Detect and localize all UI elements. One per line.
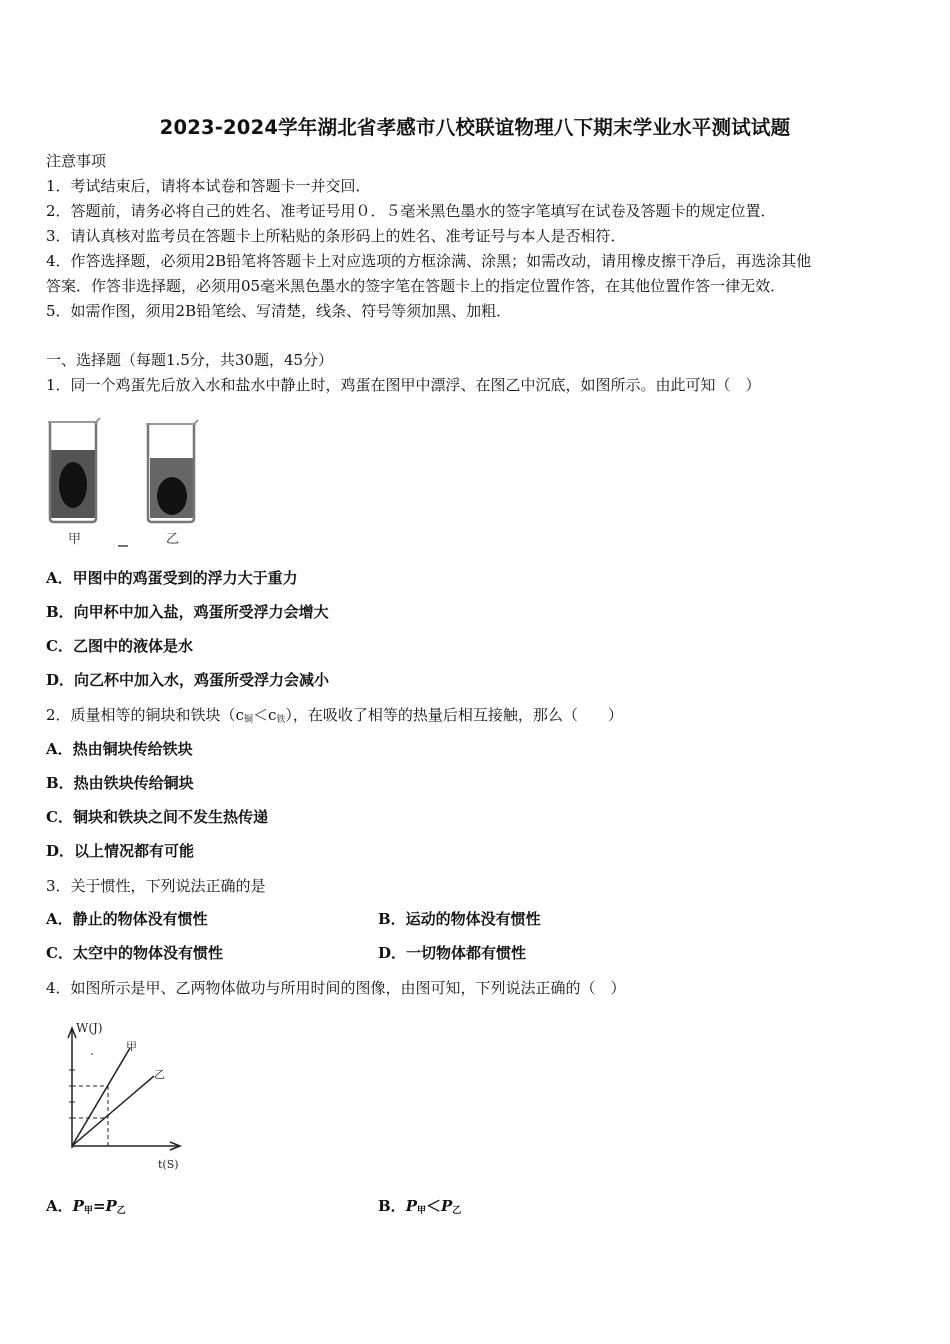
q4-option-a: A．$P_甲=P_乙$ bbox=[46, 1197, 126, 1216]
notice-item-4: 4．作答选择题，必须用2B铅笔将答题卡上对应选项的方框涂满、涂黑；如需改动，请用橡皮擦干净后，再选涂其他 bbox=[46, 252, 812, 270]
notice-item-1: 1．考试结束后，请将本试卷和答题卡一并交回． bbox=[46, 177, 371, 195]
notice-heading: 注意事项 bbox=[46, 152, 107, 170]
q2-option-a: A．热由铜块传给铁块 bbox=[46, 740, 193, 758]
page-title: 2023-2024学年湖北省孝感市八校联谊物理八下期末学业水平测试试题 bbox=[159, 116, 791, 139]
q3-option-b: B．运动的物体没有惯性 bbox=[378, 910, 541, 928]
q1-option-a: A．甲图中的鸡蛋受到的浮力大于重力 bbox=[46, 569, 298, 587]
q2-option-b: B．热由铁块传给铜块 bbox=[46, 774, 194, 792]
notice-item-5: 5．如需作图，须用2B铅笔绘、写清楚，线条、符号等须加黑、加粗． bbox=[46, 302, 512, 320]
line-yi bbox=[72, 1076, 154, 1146]
q1-stem: 1．同一个鸡蛋先后放入水和盐水中静止时，鸡蛋在图甲中漂浮、在图乙中沉底，如图所示。由此可知（ ） bbox=[46, 376, 761, 394]
notice-item-3: 3．请认真核对监考员在答题卡上所粘贴的条形码上的姓名、准考证号与本人是否相符． bbox=[46, 227, 626, 245]
q4-stem: 4．如图所示是甲、乙两物体做功与所用时间的图像，由图可知，下列说法正确的（ ） bbox=[46, 979, 626, 997]
q1-option-b: B．向甲杯中加入盐，鸡蛋所受浮力会增大 bbox=[46, 603, 329, 621]
q1-option-c: C．乙图中的液体是水 bbox=[46, 637, 193, 655]
q3-stem: 3．关于惯性，下列说法正确的是 bbox=[46, 877, 266, 895]
q3-option-c: C．太空中的物体没有惯性 bbox=[46, 944, 223, 962]
label-yi: 乙 bbox=[166, 532, 180, 547]
label-jia: 甲 bbox=[68, 532, 82, 547]
notice-item-4-cont: 答案．作答非选择题，必须用05毫米黑色墨水的签字笔在答题卡上的指定位置作答，在其他位置作答一律无效． bbox=[46, 277, 786, 295]
q2-option-d: D．以上情况都有可能 bbox=[46, 842, 195, 860]
notice-item-2: 2．答题前，请务必将自己的姓名、准考证号用０．５毫米黑色墨水的签字笔填写在试卷及答题卡的规定位置． bbox=[46, 202, 776, 220]
beaker-yi bbox=[146, 420, 198, 522]
y-axis-label: W(J) bbox=[76, 1021, 103, 1035]
q1-beaker-figure bbox=[44, 412, 204, 552]
x-axis-label: t(S) bbox=[158, 1158, 179, 1171]
q3-option-a: A．静止的物体没有惯性 bbox=[46, 910, 208, 928]
line-jia-label: 甲 bbox=[126, 1040, 137, 1053]
beaker-jia bbox=[48, 418, 100, 522]
q3-option-d: D．一切物体都有惯性 bbox=[378, 944, 527, 962]
q1-option-d: D．向乙杯中加入水，鸡蛋所受浮力会减小 bbox=[46, 671, 330, 689]
q4-work-time-graph bbox=[56, 1016, 196, 1172]
q2-option-c: C．铜块和铁块之间不发生热传递 bbox=[46, 808, 268, 826]
q2-stem: 2．质量相等的铜块和铁块$(c_铜<c_铁)$，在吸收了相等的热量后相互接触，那么（ ） bbox=[46, 706, 623, 725]
section-heading: 一、选择题（每题1.5分，共30题，45分） bbox=[46, 351, 334, 369]
line-jia bbox=[72, 1048, 130, 1146]
q4-option-b: B．$P_甲<P_乙$ bbox=[378, 1197, 462, 1216]
line-yi-label: 乙 bbox=[154, 1068, 165, 1081]
